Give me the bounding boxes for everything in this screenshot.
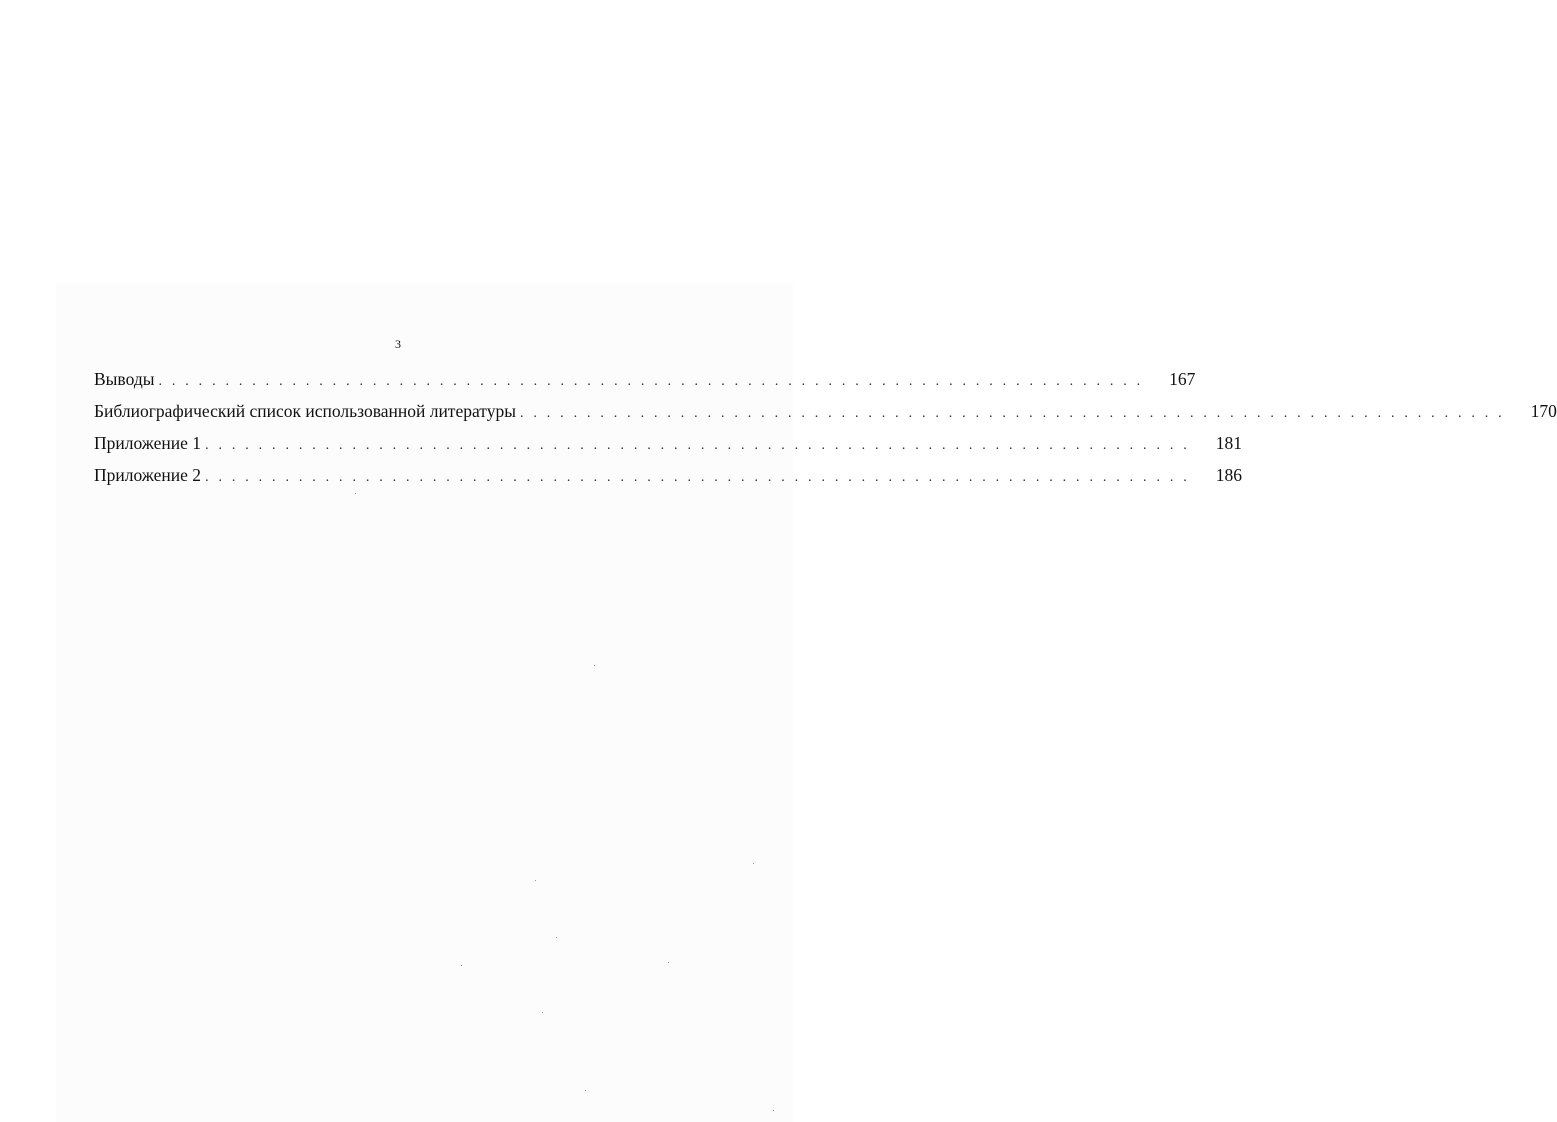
scan-speck: [535, 880, 536, 881]
toc-entry-page: 186: [1215, 465, 1242, 485]
scan-speck: [542, 1012, 543, 1013]
toc-entry-title: Библиографический список использованной литературы: [94, 401, 516, 421]
scan-speck: [753, 863, 754, 864]
page-number: 3: [395, 337, 401, 351]
toc-entry: [94, 427, 1242, 459]
toc-leader-dots: . . . . . . . . . . . . . . . . . . . . . . . . . . . . . . . . . . . . . . . . . . . . . . . . . . . . . . . . . . . . . . . . . . . . . . . . . .: [205, 438, 1190, 453]
table-of-contents: [94, 363, 1557, 491]
toc-entry: [94, 363, 1196, 395]
toc-entry-page: 181: [1215, 433, 1242, 453]
toc-entry-title: Выводы: [94, 369, 155, 389]
scan-speck: [773, 1110, 774, 1111]
toc-leader-dots: . . . . . . . . . . . . . . . . . . . . . . . . . . . . . . . . . . . . . . . . . . . . . . . . . . . . . . . . . . . . . . . . . . . . . . . . . .: [519, 406, 1505, 421]
toc-leader-dots: . . . . . . . . . . . . . . . . . . . . . . . . . . . . . . . . . . . . . . . . . . . . . . . . . . . . . . . . . . . . . . . . . . . . . . . . . .: [205, 470, 1190, 485]
scan-speck: [585, 1090, 586, 1091]
toc-leader-dots: . . . . . . . . . . . . . . . . . . . . . . . . . . . . . . . . . . . . . . . . . . . . . . . . . . . . . . . . . . . . . . . . . . . . . . . . . .: [158, 374, 1144, 389]
toc-entry-title: Приложение 1: [94, 433, 202, 453]
scan-speck: [668, 962, 669, 963]
toc-entry-page: 170: [1530, 401, 1557, 421]
toc-entry-page: 167: [1169, 369, 1196, 389]
scan-speck: [556, 937, 557, 938]
toc-entry-title: Приложение 2: [94, 465, 202, 485]
scan-speck: [594, 665, 595, 666]
scan-speck: [461, 965, 462, 966]
toc-entry: [94, 395, 1557, 427]
scan-speck: [355, 493, 356, 494]
toc-entry: [94, 459, 1242, 491]
